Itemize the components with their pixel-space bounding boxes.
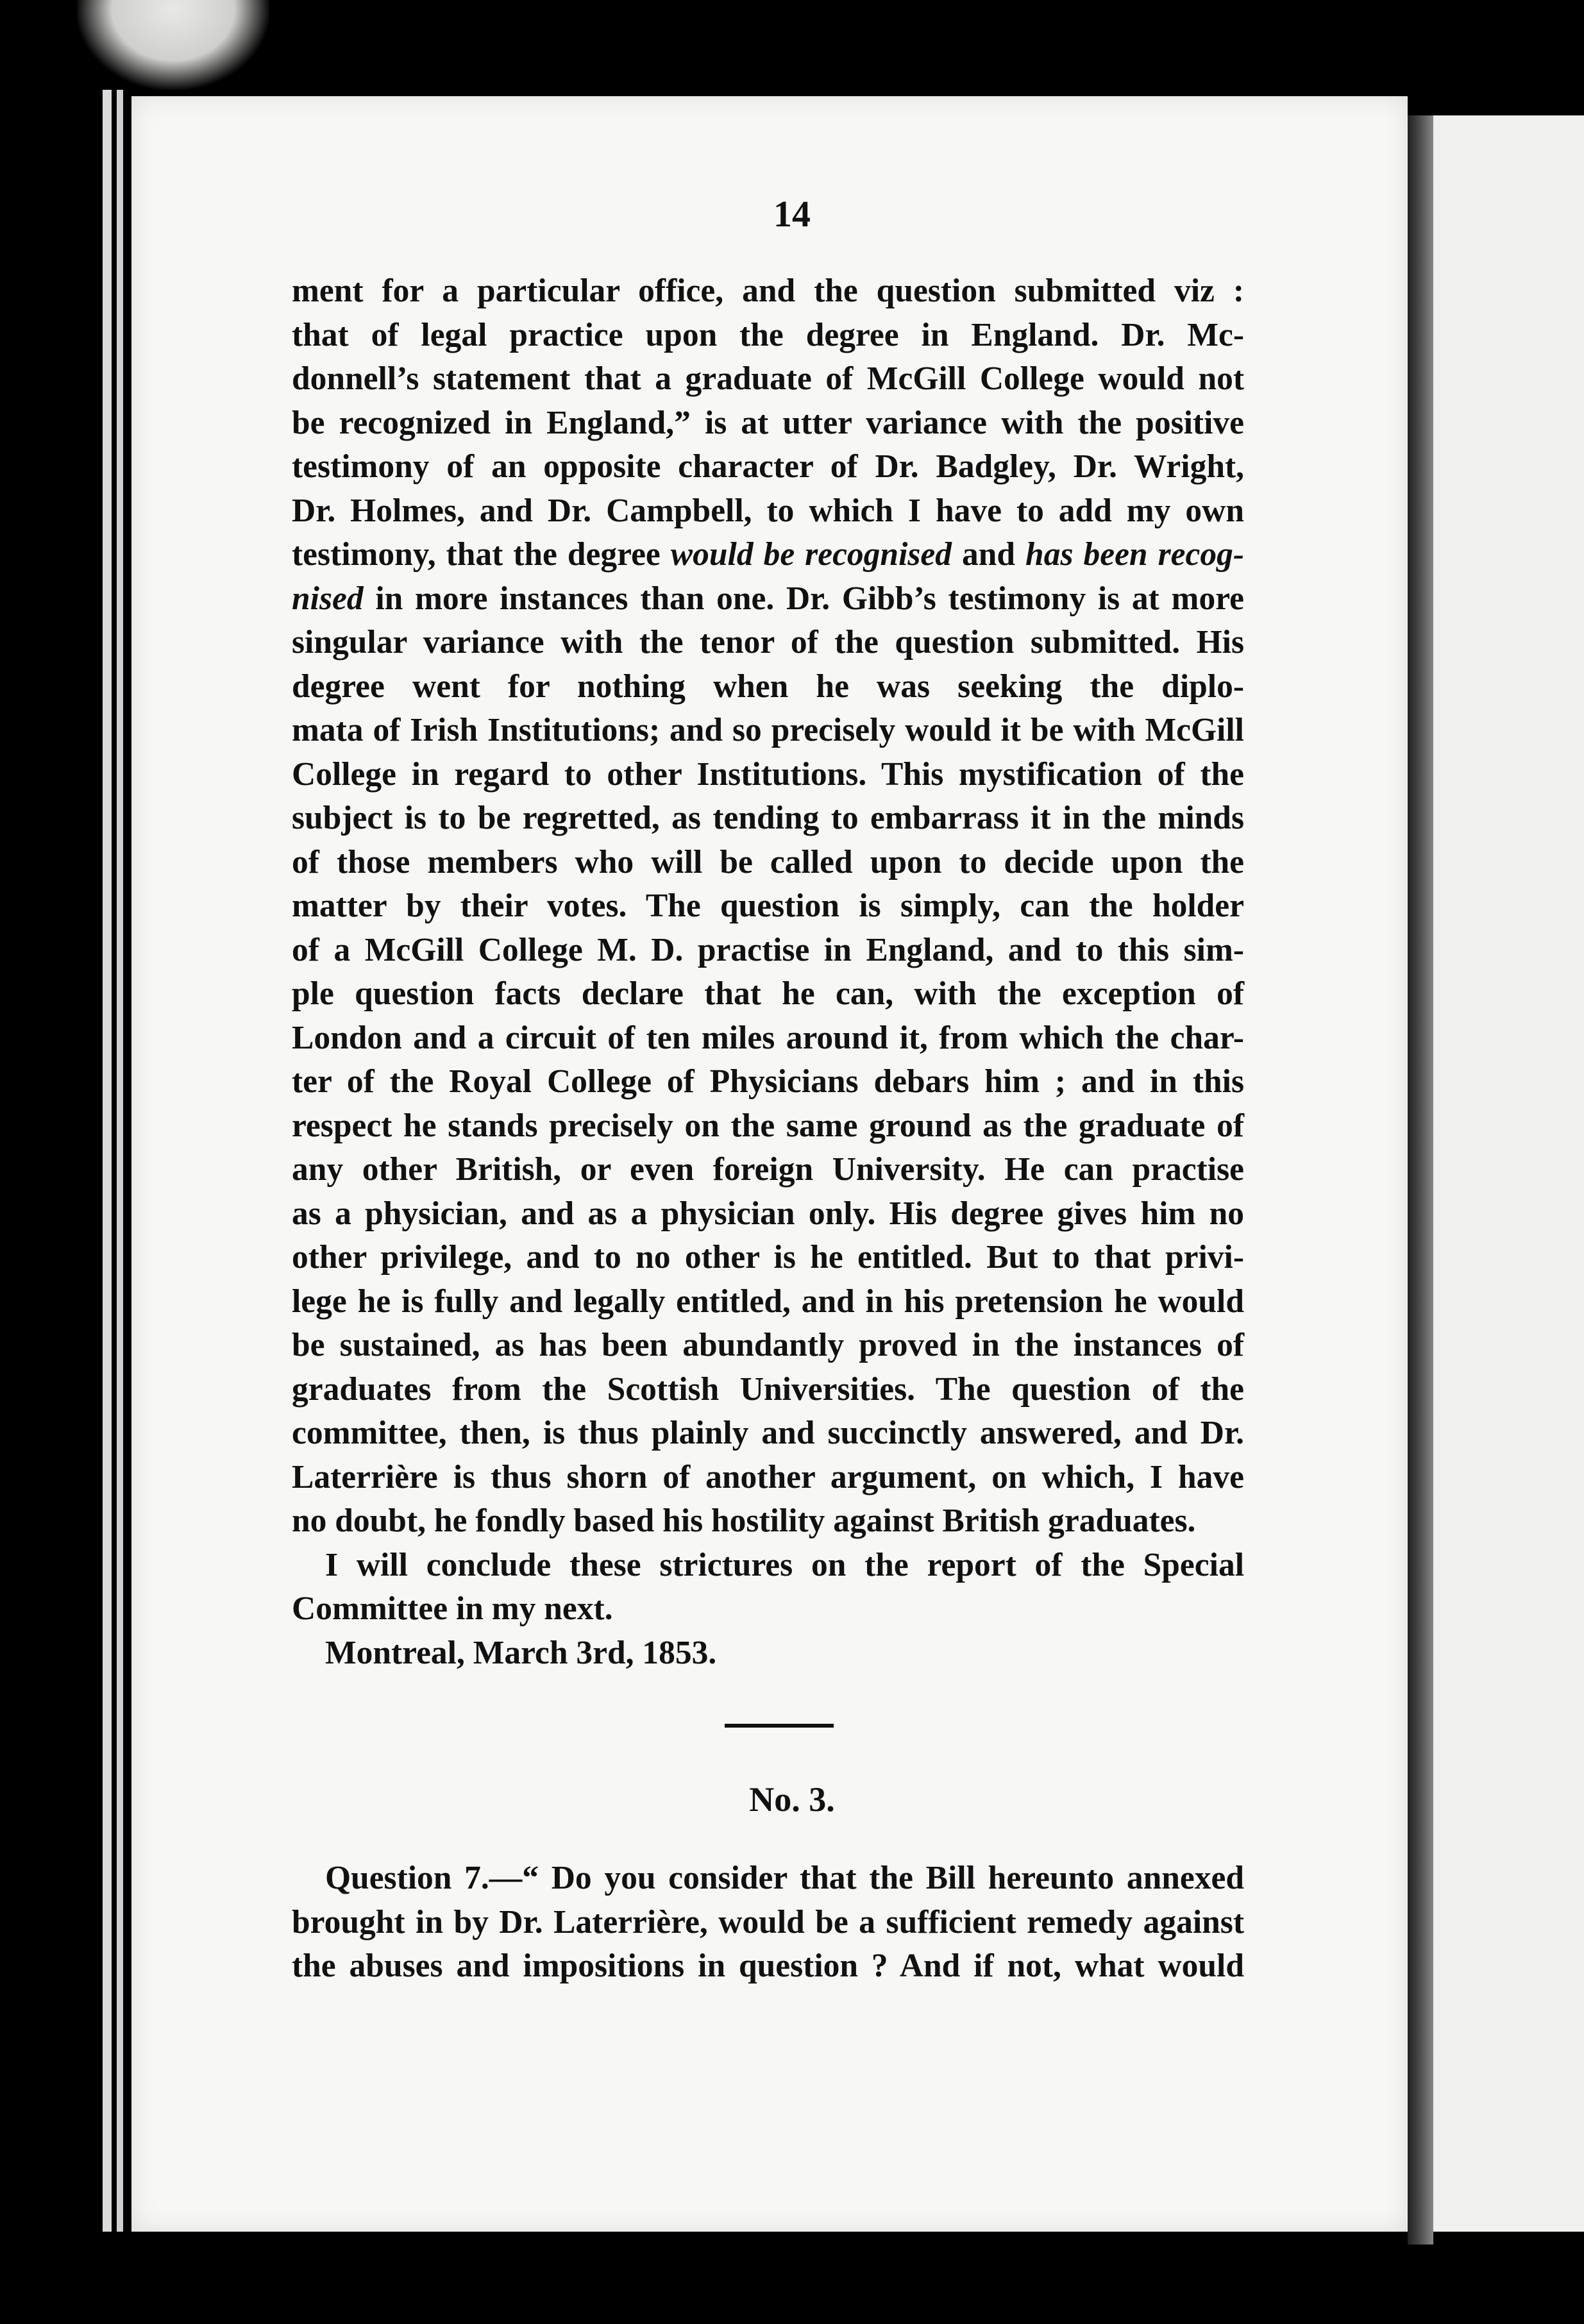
page-edge-left-2 — [117, 90, 123, 2232]
text-line: lege he is fully and legally entitled, and in his pretension he would — [292, 1283, 1244, 1320]
text-run: testimony, that the degree — [292, 536, 671, 573]
question-text — [292, 1857, 1244, 1989]
text-line: subject is to be regretted, as tending to embarrass it in the minds — [292, 800, 1244, 836]
section-heading: No. 3. — [749, 1780, 835, 1819]
text-line: London and a circuit of ten miles around it, from which the char- — [292, 1019, 1244, 1056]
text-line: of a McGill College M. D. practise in England, and to this sim- — [292, 931, 1244, 968]
text-line: that of legal practice upon the degree in England. Dr. Mc- — [292, 316, 1244, 353]
text-line: ter of the Royal College of Physicians debars him ; and in this — [292, 1063, 1244, 1100]
torn-corner — [77, 0, 269, 90]
text-run: in more instances than one. Dr. Gibb’s testimony is at more — [363, 580, 1244, 617]
text-line: any other British, or even foreign University. He can practise — [292, 1151, 1244, 1188]
next-page-edge — [1424, 115, 1584, 2232]
text-line: committee, then, is thus plainly and succinctly answered, and Dr. — [292, 1415, 1244, 1451]
text-line: respect he stands precisely on the same ground as the graduate of — [292, 1107, 1244, 1144]
italic-run: would be recognised — [670, 536, 952, 573]
text-line: singular variance with the tenor of the question submitted. His — [292, 624, 1244, 661]
italic-run: nised — [292, 580, 364, 617]
section-rule — [725, 1724, 834, 1728]
italic-run: has been recog- — [1025, 536, 1244, 573]
text-line: College in regard to other Institutions. This mystification of the — [292, 755, 1244, 793]
text-line: mata of Irish Institutions; and so precisely would it be with McGill — [292, 712, 1244, 748]
text-line: I will conclude these strictures on the report of the Special — [325, 1546, 1244, 1583]
text-line: Laterrière is thus shorn of another argument, on which, I have — [292, 1458, 1244, 1495]
body-text — [292, 269, 1244, 1675]
text-line: other privilege, and to no other is he entitled. But to that privi- — [292, 1239, 1244, 1276]
text-line: ment for a particular office, and the question submitted viz : — [292, 273, 1244, 309]
page-number: 14 — [773, 193, 811, 235]
page-edge-left-1 — [103, 90, 112, 2232]
spine-shadow — [1408, 115, 1433, 2244]
text-line: ple question facts declare that he can, with the exception of — [292, 975, 1244, 1012]
text-line: matter by their votes. The question is simply, can the holder — [292, 888, 1244, 924]
text-run: and — [952, 536, 1026, 573]
text-line: graduates from the Scottish Universities. The question of the — [292, 1370, 1244, 1408]
text-line: brought in by Dr. Laterrière, would be a sufficient remedy against — [292, 1903, 1244, 1941]
text-line: be sustained, as has been abundantly proved in the instances of — [292, 1327, 1244, 1363]
text-line: degree went for nothing when he was seeking the diplo- — [292, 668, 1244, 705]
text-line: donnell’s statement that a graduate of McGill College would not — [292, 360, 1244, 397]
text-line: Committee in my next. — [292, 1590, 613, 1627]
dateline: Montreal, March 3rd, 1853. — [325, 1634, 717, 1671]
text-line: of those members who will be called upon to decide upon the — [292, 843, 1244, 880]
text-line-with-italics — [292, 577, 1244, 621]
text-line: as a physician, and as a physician only. His degree gives him no — [292, 1195, 1244, 1232]
text-line-with-italics — [292, 533, 1244, 577]
text-line: the abuses and impositions in question ? And if not, what would — [292, 1948, 1244, 1984]
text-line: Question 7.—“ Do you consider that the Bill hereunto annexed — [325, 1860, 1244, 1896]
text-line: no doubt, he fondly based his hostility against British graduates. — [292, 1503, 1196, 1539]
text-line: be recognized in England,” is at utter variance with the positive — [292, 404, 1244, 441]
text-line: Dr. Holmes, and Dr. Campbell, to which I have to add my own — [292, 492, 1244, 529]
text-line: testimony of an opposite character of Dr. Badgley, Dr. Wright, — [292, 448, 1244, 485]
